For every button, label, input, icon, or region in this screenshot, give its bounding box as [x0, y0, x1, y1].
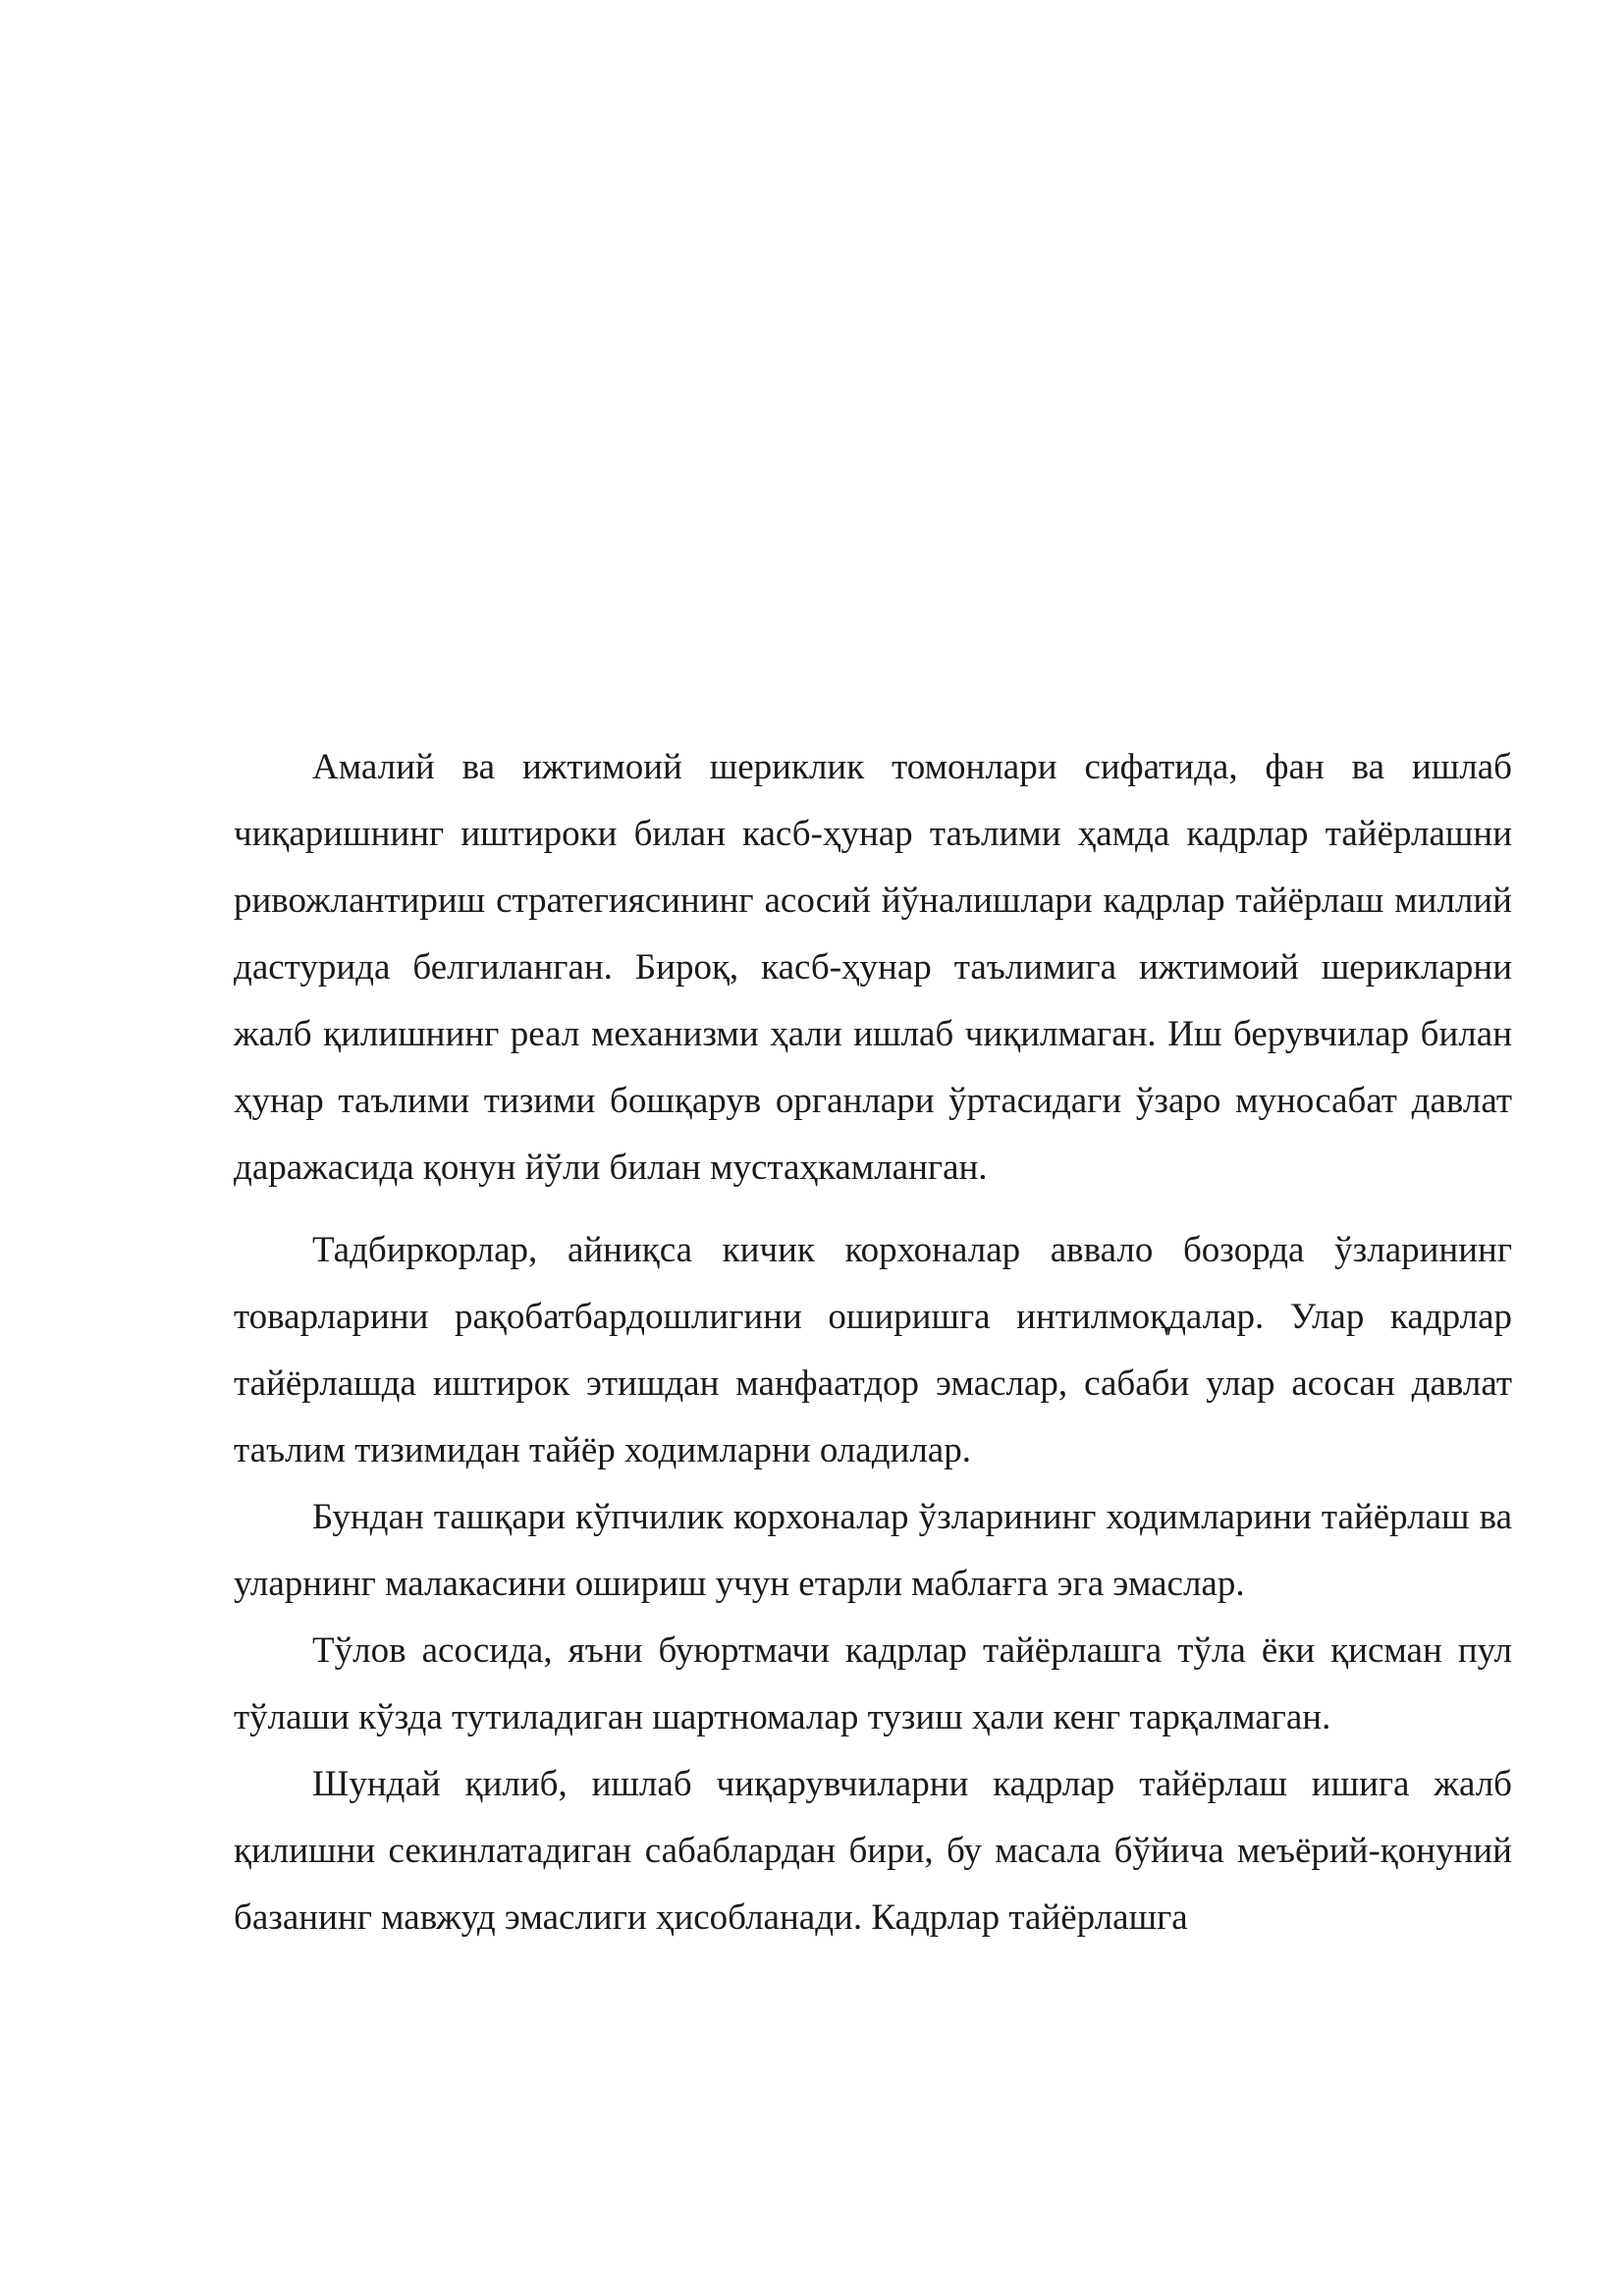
document-body: [234, 734, 1512, 1951]
paragraph-conclusion: Шундай қилиб, ишлаб чиқарувчиларни кадрлар тайёрлаш ишига жалб қилишни секинлатадиган сабаблардан бири, бу масала бўйича меъёрий-қонуний базанинг мавжуд эмаслиги ҳисобланади. Кадрлар тайёрлашга: [234, 1764, 1512, 1938]
paragraph-payment-contracts: Тўлов асосида, яъни буюртмачи кадрлар тайёрлашга тўла ёки қисман пул тўлаши кўзда тутиладиган шартномалар тузиш ҳали кенг тарқалмаган.: [234, 1630, 1512, 1737]
paragraph-enterprises-funds: Бундан ташқари кўпчилик корхоналар ўзларининг ходимларини тайёрлаш ва уларнинг малакасини ошириш учун етарли маблағга эга эмаслар.: [234, 1497, 1512, 1604]
paragraph-social-partnership: Амалий ва ижтимоий шериклик томонлари сифатида, фан ва ишлаб чиқаришнинг иштироки билан касб-ҳунар таълими ҳамда кадрлар тайёрлашни ривожлантириш стратегиясининг асосий йўналишлари кадрлар тайёрлаш миллий дастурида белгиланган. Бироқ, касб-ҳунар таълимига ижтимоий шерикларни жалб қилишнинг реал механизми ҳали ишлаб чиқилмаган. Иш берувчилар билан ҳунар таълими тизими бошқарув органлари ўртасидаги ўзаро муносабат давлат даражасида қонун йўли билан мустаҳкамланган.: [234, 747, 1512, 1188]
paragraph-entrepreneurs: Тадбиркорлар, айниқса кичик корхоналар аввало бозорда ўзларининг товарларини рақобатбардошлигини оширишга интилмоқдалар. Улар кадрлар тайёрлашда иштирок этишдан манфаатдор эмаслар, сабаби улар асосан давлат таълим тизимидан тайёр ходимларни оладилар.: [234, 1230, 1512, 1470]
